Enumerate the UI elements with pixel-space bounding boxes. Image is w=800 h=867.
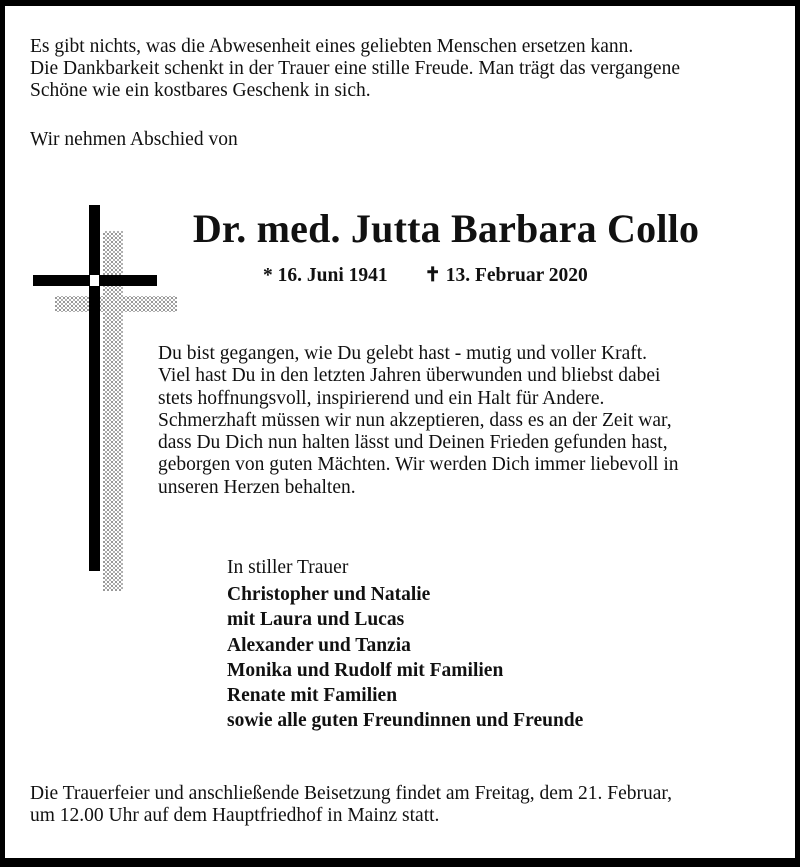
birth-date: * 16. Juni 1941 (263, 265, 388, 286)
ceremony-line: um 12.00 Uhr auf dem Hauptfriedhof in Mainz statt. (30, 805, 440, 826)
poem-line: Viel hast Du in den letzten Jahren überwunden und bliebst dabei (158, 365, 661, 387)
mourning-label: In stiller Trauer (227, 557, 349, 578)
obituary-notice (5, 6, 795, 858)
intro-line: Schöne wie ein kostbares Geschenk in sich. (30, 80, 371, 101)
intro-text (30, 36, 680, 102)
mourner-name: sowie alle guten Freundinnen und Freunde (227, 710, 584, 732)
poem-line: geborgen von guten Mächten. Wir werden Dich immer liebevoll in (158, 454, 679, 476)
mourner-name: mit Laura und Lucas (227, 609, 405, 631)
poem-line: dass Du Dich nun halten lässt und Deinen Frieden gefunden hast, (158, 432, 668, 454)
poem-text (158, 343, 679, 499)
poem-line: Du bist gegangen, wie Du gelebt hast - mutig und voller Kraft. (158, 343, 648, 364)
mourner-name: Christopher und Natalie (227, 584, 431, 605)
mourner-name: Monika und Rudolf mit Familien (227, 659, 504, 681)
farewell-text: Wir nehmen Abschied von (30, 129, 238, 150)
ceremony-info (30, 783, 672, 827)
intro-line: Es gibt nichts, was die Abwesenheit eines geliebten Menschen ersetzen kann. (30, 36, 634, 57)
mourners-list (227, 582, 583, 734)
life-dates (263, 264, 588, 288)
poem-line: Schmerzhaft müssen wir nun akzeptieren, dass es an der Zeit war, (158, 409, 672, 431)
death-date-group (424, 265, 587, 286)
cross-icon (27, 201, 177, 591)
mourner-name: Alexander und Tanzia (227, 634, 411, 656)
death-cross-icon: ✝ (424, 265, 441, 286)
mourner-name: Renate mit Familien (227, 685, 398, 707)
deceased-name: Dr. med. Jutta Barbara Collo (192, 206, 700, 251)
death-date: 13. Februar 2020 (445, 265, 588, 286)
intro-line: Die Dankbarkeit schenkt in der Trauer eine stille Freude. Man trägt das vergangene (30, 58, 680, 79)
ceremony-line: Die Trauerfeier und anschließende Beisetzung findet am Freitag, dem 21. Februar, (30, 783, 672, 804)
poem-line: stets hoffnungsvoll, inspirierend und ein Halt für Andere. (158, 387, 605, 409)
poem-line: unseren Herzen behalten. (158, 476, 356, 498)
